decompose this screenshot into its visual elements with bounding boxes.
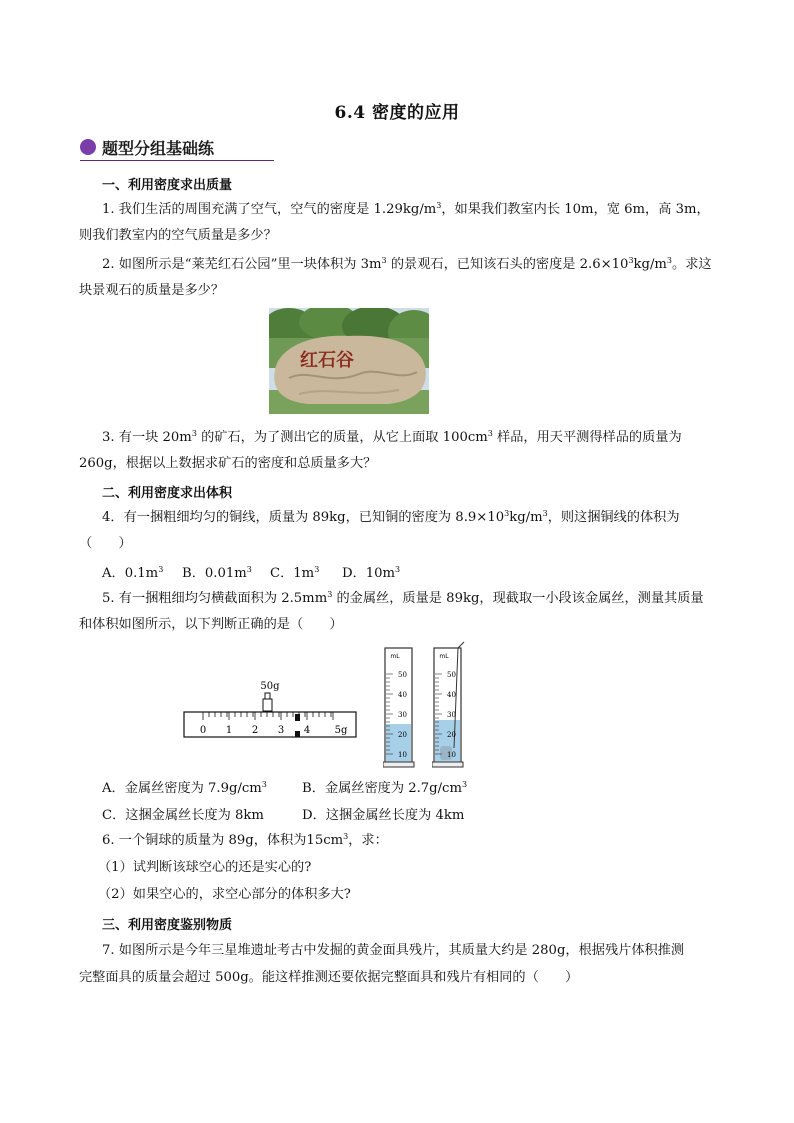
cylinder-1: [383, 646, 415, 768]
svg-text:0: 0: [199, 725, 207, 736]
stone-carved-text: 红石谷: [300, 350, 354, 371]
q2-text-c: kg/m: [633, 257, 667, 272]
sup: 3: [487, 429, 493, 438]
q5-option-c[interactable]: C．这捆金属丝长度为 8km: [102, 808, 264, 823]
svg-text:10: 10: [398, 751, 407, 759]
q4-text-a: 4．有一捆粗细均匀的铜线，质量为 89kg，已知铜的密度为 8.9×10: [102, 510, 505, 525]
q6-line1: [102, 831, 388, 851]
q2-line1: [102, 255, 712, 275]
q1-text-a: 1. 我们生活的周围充满了空气，空气的密度是 1.29kg/m: [102, 202, 437, 217]
svg-text:3: 3: [277, 725, 285, 736]
q5-line1: [102, 589, 704, 609]
q5-line2: 和体积如图所示，以下判断正确的是（ ）: [79, 617, 343, 632]
q3-text-c: 样品，用天平测得样品的质量为: [492, 430, 682, 445]
banner-title: 题型分组基础练: [102, 139, 215, 158]
svg-text:30: 30: [447, 711, 456, 719]
rider-top-icon: [295, 714, 300, 721]
sup: 3: [666, 256, 673, 265]
svg-text:10: 10: [447, 751, 456, 759]
q6-text-a: 6. 一个铜球的质量为 89g，体积为15cm: [102, 833, 344, 848]
rider-bottom-icon: [295, 731, 300, 737]
page-title: 6.4 密度的应用: [334, 103, 460, 123]
sup: 3: [343, 832, 349, 841]
q2-line2: 块景观石的质量是多少？: [79, 283, 225, 298]
q4-line2: （ ）: [79, 536, 132, 551]
q3-text-b: 的矿石，为了测出它的质量，从它上面取 100cm: [196, 430, 488, 445]
svg-text:30: 30: [398, 711, 407, 719]
q3-text-a: 3. 有一块 20m: [102, 430, 192, 445]
q1-text-b: ，如果我们教室内长 10m，宽 6m，高 3m，: [441, 202, 710, 217]
sup: 3: [381, 256, 387, 265]
section-banner: [80, 136, 274, 161]
svg-text:5g: 5g: [334, 725, 348, 736]
sup: 3: [504, 509, 510, 518]
q6-sub2: （2）如果空心的，求空心部分的体积多大?: [98, 887, 351, 902]
sup: 3: [436, 201, 442, 210]
q4-line1: [102, 508, 680, 528]
q4-option-a[interactable]: A．$0.1m^3$: [102, 565, 164, 581]
q4-option-d[interactable]: D．$10m^3$: [342, 565, 401, 581]
svg-text:1: 1: [225, 725, 233, 736]
q4-option-c[interactable]: C．$1m^3$: [270, 565, 320, 581]
svg-text:4: 4: [303, 725, 311, 736]
svg-text:40: 40: [398, 691, 407, 699]
svg-text:50: 50: [398, 671, 407, 679]
section-heading-3: 三、利用密度鉴别物质: [102, 918, 233, 933]
sup: 3: [628, 256, 634, 265]
sup: 3: [542, 509, 548, 518]
q4-text-b: kg/m: [509, 510, 543, 525]
stone-photo: [269, 308, 429, 414]
q5-option-d[interactable]: D．这捆金属丝长度为 4km: [302, 808, 465, 823]
ruler-body: [184, 712, 356, 737]
q1-line1: [102, 200, 710, 220]
q5-text-a: 5. 有一捆粗细均匀横截面积为 2.5mm: [102, 591, 328, 606]
svg-text:20: 20: [447, 731, 456, 739]
weight-knob: [265, 693, 270, 699]
weight-label: 50g: [260, 681, 280, 692]
q7-line2: 完整面具的质量会超过 500g。能这样推测还要依据完整面具和残片有相同的（ ）: [79, 970, 579, 985]
q2-text-d: 。求这: [672, 257, 712, 272]
q1-line2: 则我们教室内的空气质量是多少？: [79, 228, 277, 243]
q5-text-b: 的金属丝，质量是 89kg，现截取一小段该金属丝，测量其质量: [332, 591, 704, 606]
banner-dot-icon: [80, 139, 96, 155]
sup: 3: [327, 590, 333, 599]
stone-illustration: [269, 308, 429, 414]
section-heading-2: 二、利用密度求出体积: [102, 486, 233, 501]
sup: 3: [191, 429, 197, 438]
q7-line1: 7. 如图所示是今年三星堆遗址考古中发掘的黄金面具残片，其质量大约是 280g，根据残片体积推测: [102, 943, 685, 958]
svg-text:mL: mL: [390, 653, 400, 660]
cylinder-2: [432, 640, 472, 768]
svg-text:mL: mL: [439, 653, 449, 660]
q3-line2: 260g，根据以上数据求矿石的密度和总质量多大？: [79, 456, 377, 471]
q5-option-b[interactable]: B．金属丝密度为 $2.7g/cm^3$: [302, 780, 468, 796]
q5-option-a[interactable]: A．金属丝密度为 $7.9g/cm^3$: [102, 780, 267, 796]
q4-option-b[interactable]: B．$0.01m^3$: [182, 565, 252, 581]
q6-sub1: （1）试判断该球空心的还是实心的?: [98, 860, 312, 875]
svg-text:50: 50: [447, 671, 456, 679]
svg-text:40: 40: [447, 691, 456, 699]
balance-figure: [183, 676, 358, 740]
q3-line1: [102, 428, 682, 448]
section-heading-1: 一、利用密度求出质量: [102, 178, 233, 193]
q2-text-b: 的景观石，已知该石头的密度是 2.6×10: [386, 257, 629, 272]
q6-text-b: ，求：: [348, 833, 388, 848]
weight-icon: [263, 699, 272, 711]
svg-text:20: 20: [398, 731, 407, 739]
q2-text-a: 2. 如图所示是“莱芜红石公园”里一块体积为 3m: [102, 257, 382, 272]
q4-text-c: ，则这捆铜线的体积为: [547, 510, 680, 525]
svg-text:2: 2: [251, 725, 259, 736]
